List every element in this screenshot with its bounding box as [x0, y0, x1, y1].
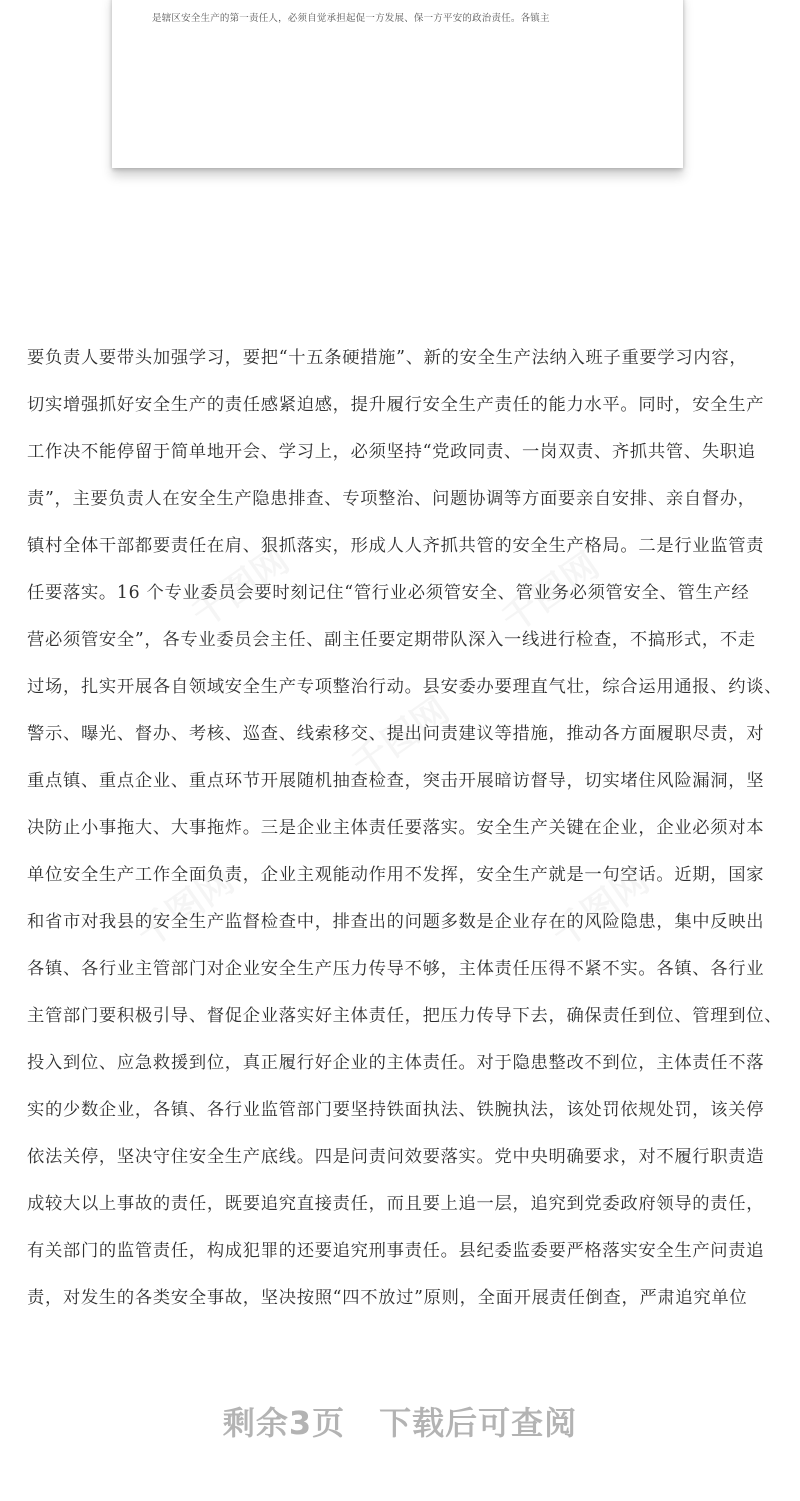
body-text-line: 决防止小事拖大、大事拖炸。三是企业主体责任要落实。安全生产关键在企业，企业必须对本 [27, 818, 765, 838]
watermark-logo: 千图网 [184, 540, 297, 636]
body-text-line: 责”，主要负责人在安全生产隐患排查、专项整治、问题协调等方面要亲自安排、亲自督办， [27, 489, 756, 509]
body-text-line: 过场，扎实开展各自领域安全生产专项整治行动。县安委办要理直气壮，综合运用通报、约谈、 [27, 677, 783, 697]
watermark-logo: 千图网 [494, 545, 607, 641]
body-text-line: 切实增强抓好安全生产的责任感紧迫感，提升履行安全生产责任的能力水平。同时，安全生产 [27, 395, 765, 415]
body-text-line: 重点镇、重点企业、重点环节开展随机抽查检查，突击开展暗访督导，切实堵住风险漏洞，坚 [27, 771, 765, 791]
preview-text-line [152, 0, 652, 2]
body-text-line: 依法关停，坚决守住安全生产底线。四是问责问效要落实。党中央明确要求，对不履行职责造 [27, 1147, 765, 1167]
document-body [27, 340, 783, 1327]
page-preview-card [112, 0, 683, 168]
preview-text-line: 是辖区安全生产的第一责任人，必须自觉承担起促一方发展、保一方平安的政治责任。各镇主 [152, 13, 550, 24]
body-text-line: 责，对发生的各类安全事故，坚决按照“四不放过”原则，全面开展责任倒查，严肃追究单位 [27, 1288, 748, 1308]
body-text-line: 警示、曝光、督办、考核、巡查、线索移交、提出问责建议等措施，推动各方面履职尽责，对 [27, 724, 765, 744]
watermark-logo: 千图网 [544, 860, 657, 956]
body-text-line: 任要落实。16 个专业委员会要时刻记住“管行业必须管安全、管业务必须管安全、管生产经 [27, 583, 750, 603]
body-text-line: 有关部门的监管责任，构成犯罪的还要追究刑事责任。县纪委监委要严格落实安全生产问责追 [27, 1241, 765, 1261]
body-text-line: 工作决不能停留于简单地开会、学习上，必须坚持“党政同责、一岗双责、齐抓共管、失职追 [27, 442, 756, 462]
body-text-line: 要负责人要带头加强学习，要把“十五条硬措施”、新的安全生产法纳入班子重要学习内容， [27, 348, 748, 368]
body-text-line: 投入到位、应急救援到位，真正履行好企业的主体责任。对于隐患整改不到位，主体责任不落 [27, 1053, 765, 1073]
watermark-logo: 千图网 [344, 690, 457, 786]
body-text-line: 和省市对我县的安全生产监督检查中，排查出的问题多数是企业存在的风险隐患，集中反映出 [27, 912, 765, 932]
body-text-line: 主管部门要积极引导、督促企业落实好主体责任，把压力传导下去，确保责任到位、管理到位、 [27, 1006, 783, 1026]
watermark-logo: 千图网 [129, 860, 242, 956]
remaining-pages-label: 剩余3页 [222, 1404, 346, 1442]
body-text-line: 成较大以上事故的责任，既要追究直接责任，而且要上追一层，追究到党委政府领导的责任， [27, 1194, 765, 1214]
download-hint-label: 下载后可查阅 [379, 1404, 578, 1442]
body-text-line: 营必须管安全”，各专业委员会主任、副主任要定期带队深入一线进行检查，不搞形式，不走 [27, 630, 756, 650]
body-text-line: 单位安全生产工作全面负责，企业主观能动作用不发挥，安全生产就是一句空话。近期，国家 [27, 865, 765, 885]
body-text-line: 各镇、各行业主管部门对企业安全生产压力传导不够，主体责任压得不紧不实。各镇、各行业 [27, 959, 765, 979]
body-text-line: 实的少数企业，各镇、各行业监管部门要坚持铁面执法、铁腕执法，该处罚依规处罚，该关停 [27, 1100, 765, 1120]
body-text-line: 镇村全体干部都要责任在肩、狠抓落实，形成人人齐抓共管的安全生产格局。二是行业监管责 [27, 536, 765, 556]
remaining-pages-banner[interactable] [0, 1398, 800, 1444]
